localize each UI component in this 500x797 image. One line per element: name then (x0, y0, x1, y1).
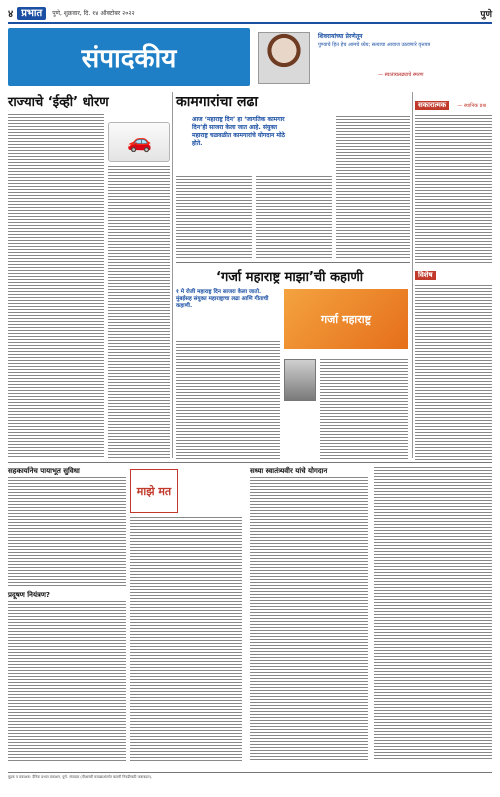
mazhe-mat-badge (130, 469, 178, 513)
founder-name: शिवरायांच्या प्रेरणेतून (318, 33, 363, 40)
garja-portrait (284, 359, 316, 401)
garja-headline: ‘गर्जा महाराष्ट्र माझा’ची कहाणी (216, 270, 364, 285)
sidebar-positive-body (415, 115, 492, 265)
sidebar-special-tag: विशेष (415, 271, 436, 280)
founder-signature: — स्वातंत्र्यलढ्याचे स्मरण (378, 72, 424, 78)
lead-body-col2 (108, 166, 170, 458)
labour-body-col3 (336, 116, 410, 258)
founder-box (258, 28, 492, 86)
bottom-headline-3: सध्या स्वातंत्र्यवीर यांचे योगदान (250, 467, 328, 475)
masthead-title: संपादकीय (81, 44, 177, 74)
bottom-body-5 (374, 467, 492, 761)
garja-banner (284, 289, 408, 349)
garja-banner-text: गर्जा महाराष्ट्र (320, 312, 372, 326)
labour-article (176, 92, 410, 258)
garja-body-col1 (176, 341, 280, 459)
founder-photo (258, 32, 310, 84)
editorial-masthead (8, 28, 250, 86)
lead-headline: राज्याचे ‘ईव्ही’ धोरण (8, 95, 109, 110)
sidebar-positive (415, 92, 492, 265)
labour-headline: कामगारांचा लढा (176, 94, 258, 110)
mazhe-mat-label: माझे मत (136, 484, 172, 498)
bottom-body-3 (250, 477, 368, 761)
lead-body-col1 (8, 114, 104, 458)
bottom-section (8, 462, 492, 768)
page-header (8, 6, 492, 20)
header-rule (8, 22, 492, 24)
garja-body-col2 (320, 359, 408, 459)
garja-subhead: १ मे रोजी महाराष्ट्र दिन साजरा केला जातो. मुंबईसह संयुक्त महाराष्ट्राचा लढा आणि गीताची कहाणी. (176, 289, 269, 309)
page-number: ४ (8, 9, 14, 20)
imprint-footer: मुद्रक व प्रकाशक: दैनिक प्रभात प्रकाशन, पुणे. संपादक (पीआरबी कायद्याअंतर्गत बातमी निवडीसाठी जबाबदार). (8, 772, 492, 792)
ev-car-image (108, 122, 170, 162)
sidebar-special-body (415, 285, 492, 465)
garja-article (176, 262, 410, 458)
labour-pull-quote: आज ‘महाराष्ट्र दिन’ हा ‘जागतिक कामगार दिन’ही साजरा केला जात आहे. संयुक्त महाराष्ट्र चळवळीत कामगारांचे योगदान मोठे होते. (192, 116, 286, 147)
labour-body-col1 (176, 176, 252, 258)
founder-quote: पुण्याचे हित हेच आमचे ध्येय; सत्याचा आवाज उठवणारे वृत्तपत्र (318, 42, 431, 48)
bottom-body-2 (130, 517, 242, 761)
newspaper-logo: प्रभात (17, 7, 46, 20)
bottom-body-1 (8, 477, 126, 587)
bottom-body-4 (8, 601, 126, 761)
column-rule (412, 92, 413, 458)
city-label: पुणे (480, 9, 492, 20)
sidebar-special (415, 262, 492, 465)
bottom-headline-4: प्रदूषण नियंत्रण? (8, 591, 50, 599)
sidebar-positive-byline: — स्थानिक प्रश्न (457, 103, 487, 109)
sidebar-positive-tag: सकारात्मक (415, 101, 449, 110)
labour-body-col2 (256, 176, 332, 258)
dateline: पुणे, शुक्रवार, दि. १४ ऑक्टोबर २०२२ (52, 10, 135, 17)
bottom-headline-1: सहकार्यानेच पायाभूत सुविधा (8, 467, 80, 475)
